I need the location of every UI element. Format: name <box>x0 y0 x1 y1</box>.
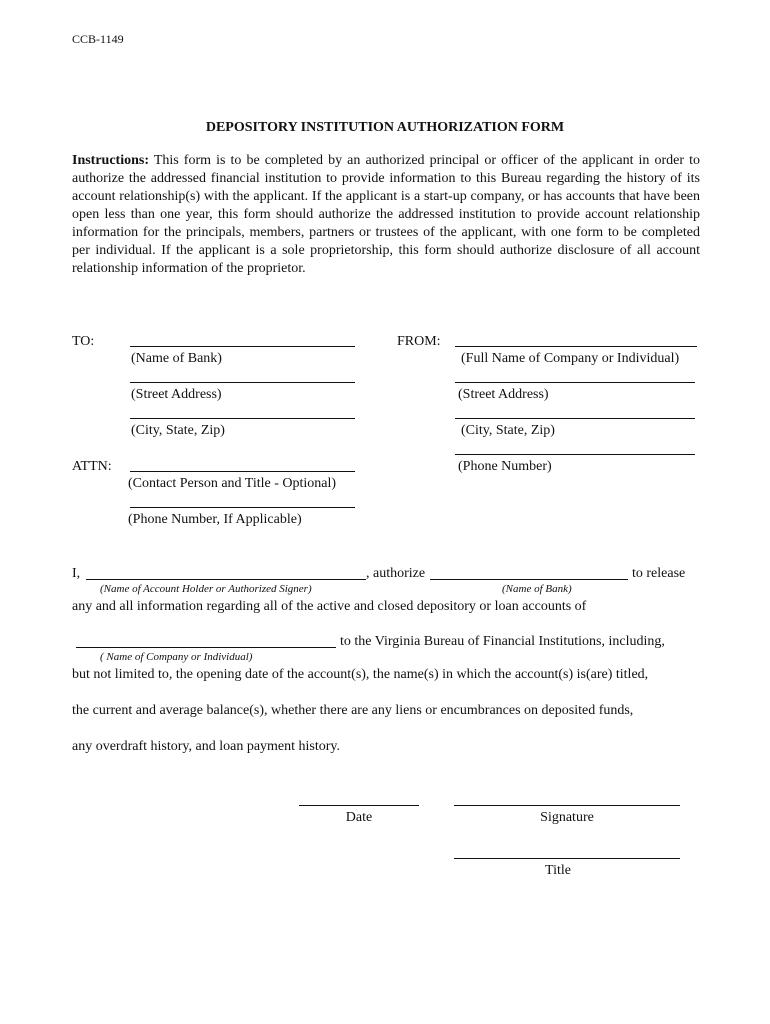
from-city-caption: (City, State, Zip) <box>461 423 555 438</box>
bank-city-caption: (City, State, Zip) <box>131 423 225 438</box>
contact-line[interactable] <box>130 471 355 472</box>
release-bank-line[interactable] <box>430 579 628 580</box>
i-label: I, <box>72 566 81 581</box>
account-holder-line[interactable] <box>86 579 366 580</box>
auth-line-2: but not limited to, the opening date of the account(s), the name(s) in which the account(s) is(are) titled, <box>72 667 649 682</box>
release-bank-caption: (Name of Bank) <box>502 583 572 595</box>
bank-phone-caption: (Phone Number, If Applicable) <box>128 512 302 527</box>
date-label: Date <box>345 810 373 825</box>
instructions-label: Instructions: <box>72 153 150 168</box>
date-line[interactable] <box>299 805 419 806</box>
company-name-caption: ( Name of Company or Individual) <box>100 651 253 663</box>
bank-name-caption: (Name of Bank) <box>131 351 222 366</box>
from-street-line[interactable] <box>455 382 695 383</box>
attn-label: ATTN: <box>72 459 112 474</box>
title-line[interactable] <box>454 858 680 859</box>
from-phone-line[interactable] <box>455 454 695 455</box>
auth-line-1: any and all information regarding all of the active and closed depository or loan accounts of <box>72 599 587 614</box>
title-label: Title <box>545 863 571 878</box>
instructions-paragraph <box>72 152 700 278</box>
from-name-caption: (Full Name of Company or Individual) <box>461 351 680 366</box>
bank-city-line[interactable] <box>130 418 355 419</box>
auth-line-3: the current and average balance(s), whether there are any liens or encumbrances on deposited funds, <box>72 703 634 718</box>
signature-line[interactable] <box>454 805 680 806</box>
from-phone-caption: (Phone Number) <box>458 459 552 474</box>
to-bureau-text: to the Virginia Bureau of Financial Institutions, including, <box>340 634 665 649</box>
bank-phone-line[interactable] <box>130 507 355 508</box>
form-code: CCB-1149 <box>72 32 124 46</box>
from-street-caption: (Street Address) <box>458 387 549 402</box>
account-holder-caption: (Name of Account Holder or Authorized Signer) <box>100 583 312 595</box>
auth-line-4: any overdraft history, and loan payment history. <box>72 739 341 754</box>
form-title: DEPOSITORY INSTITUTION AUTHORIZATION FORM <box>205 120 565 135</box>
from-label: FROM: <box>397 334 441 349</box>
company-name-line[interactable] <box>76 647 336 648</box>
contact-caption: (Contact Person and Title - Optional) <box>128 476 337 491</box>
bank-name-line[interactable] <box>130 346 355 347</box>
bank-street-line[interactable] <box>130 382 355 383</box>
to-label: TO: <box>72 334 95 349</box>
bank-street-caption: (Street Address) <box>131 387 222 402</box>
authorize-text: , authorize <box>366 566 426 581</box>
signature-label: Signature <box>540 810 594 825</box>
from-name-line[interactable] <box>455 346 697 347</box>
to-release-text: to release <box>632 566 686 581</box>
from-city-line[interactable] <box>455 418 695 419</box>
instructions-text: This form is to be completed by an authorized principal or officer of the applicant in order to authorize the addressed financial institution to provide information to this Bureau regarding the history of its account relationship(s) with the applicant. If the applicant is a start-up company, or has accounts that have been open less than one year, this form should authorize the addressed institution to provide account relationship information for the principals, members, partners or trustees of the applicant, with one form to be completed per individual. If the applicant is a sole proprietorship, this form should authorize disclosure of all account relationship information of the proprietor. <box>72 153 700 276</box>
